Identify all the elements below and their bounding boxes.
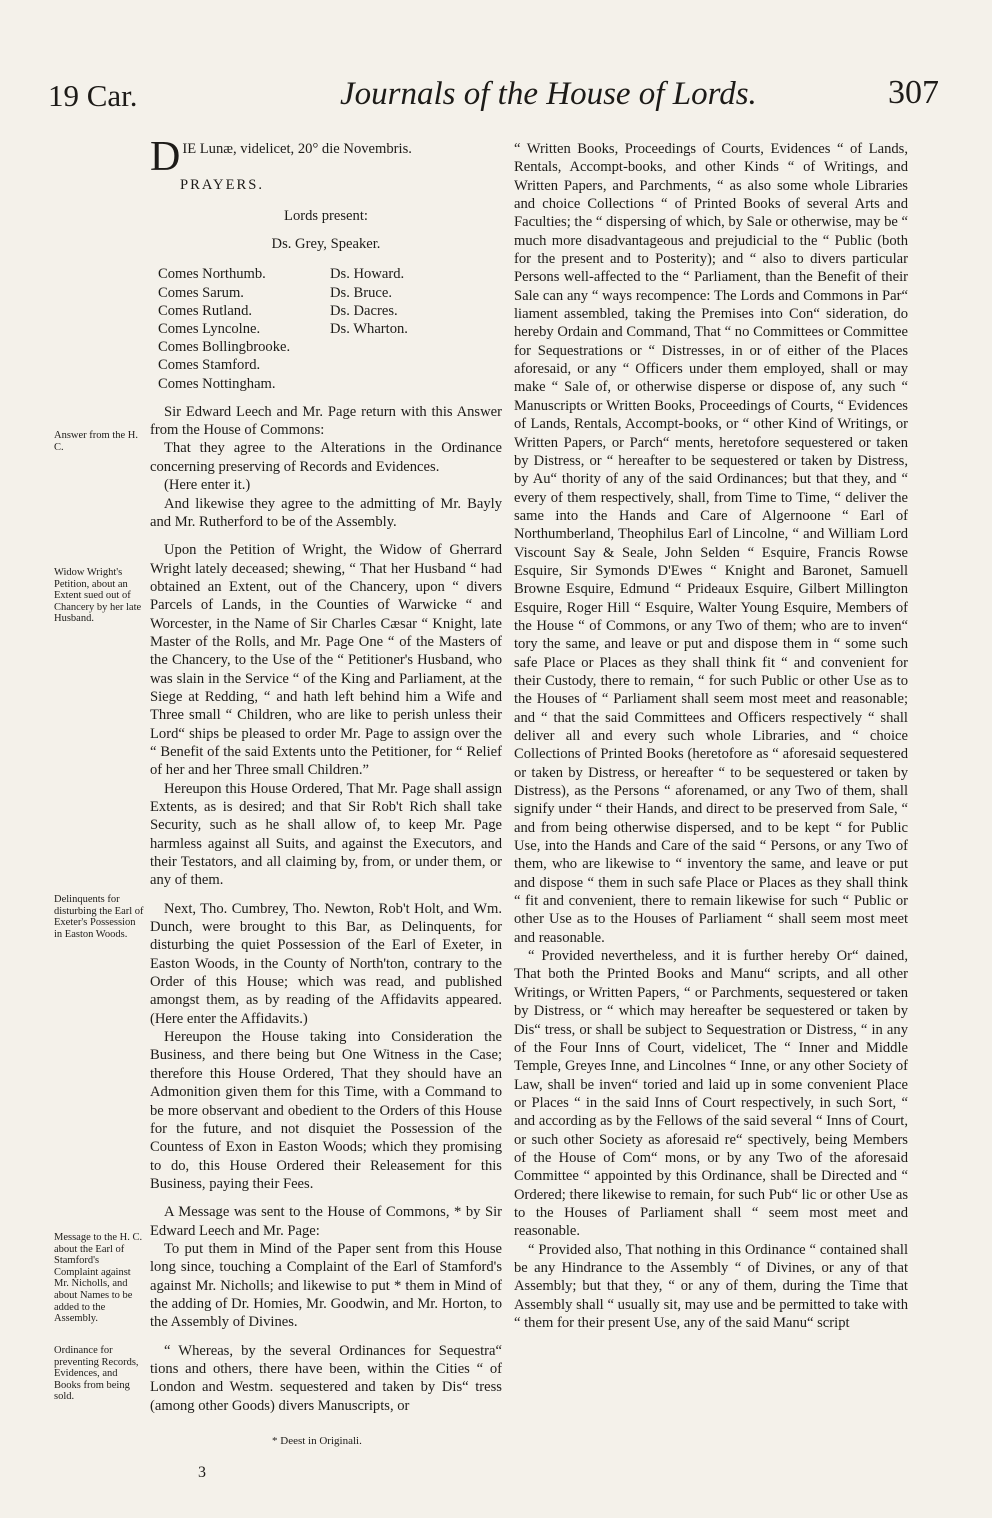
paragraph: Sir Edward Leech and Mr. Page return with this Answer from the House of Commons: (150, 403, 502, 439)
lords-list-barons (330, 265, 490, 392)
paragraph: “ Provided nevertheless, and it is further hereby Or“ dained, That both the Printed Books and Manu“ scripts, and all other Writings, or Written Papers, “ or Parchments, sequestered or taken by Distress, or “ which may hereafter be sequestered or taken by Dis“ tress, or shall be subject to Sequestration or Distress, “ in any of the Four Inns of Court, videlicet, The “ Inner and Middle Temple, Greyes Inne, and Lincolnes “ Inne, or any other Society of Law, shall be inven“ toried and laid up in some convenient Place or Places “ in the said Inns of Court respectively, in such Sort, “ and according as by the Fellows of the said several “ Inns of Court, or such other Society as aforesaid re“ spectively, being Members of the House of Com“ mons, or by any Two of the aforesaid Committee “ appointed by this Ordinance, shall be Directed and “ Ordered; there likewise to remain, for such Pub“ lic or other Use as to the Houses of Parliament shall “ seem most meet and reasonable. (514, 948, 908, 1240)
drop-cap: D (150, 134, 181, 180)
list-item: Comes Nottingham. (158, 375, 276, 392)
paragraph: (Here enter it.) (164, 477, 251, 494)
paragraph: Next, Tho. Cumbrey, Tho. Newton, Rob't Holt, and Wm. Dunch, were brought to this Bar, as Delinquents, for disturbing the quiet Possession of the Earl of Exeter, in Easton Woods, in the County of North'ton, contrary to the Order of this House; which was read, and published amongst them, as by reading of the Affidavits appeared. (Here enter the Affidavits.) (150, 900, 502, 1027)
page-header (0, 70, 992, 130)
paragraph: A Message was sent to the House of Commons, * by Sir Edward Leech and Mr. Page: (150, 1204, 502, 1239)
paragraph: And likewise they agree to the admitting of Mr. Bayly and Mr. Rutherford to be of the Assembly. (150, 495, 502, 530)
prayers-heading: PRAYERS. (180, 177, 265, 194)
paragraph: Hereupon this House Ordered, That Mr. Page shall assign Extents, as is desired; and that Sir Rob't Rich shall take Security, such as he shall allow of, to keep Mr. Page harmless against all Suits, and against the Executors, and their Testators, and all claiming by, from, or under them, or any of them. (150, 780, 502, 889)
paragraph: Upon the Petition of Wright, the Widow of Gherrard Wright lately deceased; shewing, “ That her Husband “ had obtained an Extent, out of the Chancery, upon “ divers Parcels of Lands, in the Counties of Warwicke “ and Worcester, in the Name of Sir Charles Cæsar “ Knight, late Master of the Rolls, and Mr. Page One “ of the Masters of the Chancery, to the Use of the “ Petitioner's Husband, who was slain in the Service “ of the King and Parliament, at the Siege at Redding, “ and hath left behind him a Wife and Three small “ Children, who are like to perish unless their Lord“ ships be pleased to order Mr. Page to assign over the “ Benefit of the said Extents unto the Petitioner, for “ Relief of her and her Three small Children.” (150, 542, 502, 779)
list-item: Comes Northumb. (158, 266, 266, 283)
date-line (150, 134, 502, 180)
left-column (150, 134, 502, 1415)
lords-list (150, 265, 502, 392)
margin-note-delinquents: Delinquents for disturbing the Earl of Exeter's Possession in Easton Woods. (54, 894, 144, 940)
list-item: Ds. Wharton. (330, 320, 408, 337)
list-item: Comes Lyncolne. (158, 320, 261, 337)
list-item: Comes Stamford. (158, 357, 261, 374)
list-item: Comes Rutland. (158, 302, 253, 319)
paragraph: Hereupon the House taking into Consideration the Business, and there being but One Witness in the Case; therefore this House Ordered, That they should have an Admonition given them for this Time, with a Command to be more observant and obedient to the Orders of this House for the future, and not disquiet the Possession of the Countess of Exon in Easton Woods; which they promising to do, this House Ordered their Releasement for this Business, paying their Fees. (150, 1029, 502, 1192)
margin-note-ordinance: Ordinance for preventing Records, Evidences, and Books from being sold. (54, 1345, 139, 1403)
list-item: Ds. Dacres. (330, 302, 398, 319)
page-number: 307 (888, 74, 939, 111)
speaker-line: Ds. Grey, Speaker. (271, 236, 381, 253)
paragraph: “ Whereas, by the several Ordinances for Sequestra“ tions and others, there have been, within the Cities “ of London and Westm. sequestered and taken by Dis“ tress (among other Goods) divers Manuscripts, or (150, 1342, 502, 1414)
signature-mark: 3 (198, 1464, 206, 1481)
paragraph: To put them in Mind of the Paper sent from this House long since, touching a Complaint of the Earl of Stamford's against Mr. Nicholls; and likewise to put * them in Mind of the adding of Dr. Homies, Mr. Goodwin, and Mr. Horton, to the Assembly of Divines. (150, 1240, 502, 1331)
lords-list-earls (158, 265, 330, 392)
list-item: Ds. Bruce. (330, 284, 393, 301)
paragraph: That they agree to the Alterations in the Ordinance concerning preserving of Records and Evidences. (150, 440, 502, 475)
footnote: * Deest in Originali. (272, 1435, 362, 1447)
header-regnal-year: 19 Car. (48, 78, 138, 113)
margin-note-message: Message to the H. C. about the Earl of Stamford's Complaint against Mr. Nicholls, and about Names to be added to the Assembly. (54, 1232, 143, 1325)
paragraph: “ Written Books, Proceedings of Courts, Evidences “ of Lands, Rentals, Accompt-books, and other Kinds “ of Writings, and Written Papers, and Parchments, “ as also some whole Libraries and choice Collections “ of Printed Books of several Arts and Faculties; the “ dispersing of which, by Sale or otherwise, may be “ much more disadvantageous and prejudicial to the “ Public (both for the present and to Posterity); and “ also to divers particular Persons well-affected to the “ Parliament, than the Benefit of their Sale can any “ ways recompence: The Lords and Commons in Par“ liament assembled, taking the Premises into Con“ sideration, do hereby Ordain and Command, That “ no Committees or Committee for Sequestrations or “ Distresses, in or of either of the Places aforesaid, or any “ Officers under them employed, shall or may make “ Sale of, or otherwise disperse or dispose of, any such “ Manuscripts or Written Books, Proceedings of Courts, “ Evidences of Lands, Rentals, Accompt-books, or “ other Kind of Writings, or Written Papers, or Parch“ ments, heretofore sequestered or taken by Distress, or “ hereafter to be sequestered or taken by Distress, by Au“ thority of any of the said Ordinances; but that they, and “ every of them respectively, shall, from Time to Time, “ deliver the same into the Hands and Care of Algernoone “ Earl of Northumberland, Theophilus Earl of Lincolne, “ and William Lord Viscount Say & Seale, John Selden “ Esquire, Francis Rowse Esquire, Sir Symonds D'Ewes “ Knight and Baronet, Samuell Browne Esquire, Edmund “ Prideaux Esquire, Gilbert Millington Esquire, Roger Hill “ Esquire, Walter Young Esquire, Members of the House “ of Commons, or any Two of them; who are to inven“ tory the same, and leave or put and dispose them in “ some such safe Place or Places as they shall think fit “ and convenient for their Custody, there to remain, “ for such Public or other Use as to the Houses of “ Parliament shall seem most meet and reasonable; and “ that the said Committees and Officers respectively “ shall deliver all and every such whole Libraries, and “ choice Collections of Printed Books (heretofore as “ aforesaid sequestered or taken by Distress, or hereafter “ to be sequestered or taken by Distress), as the Persons “ aforenamed, or any Two of them, shall signify under “ their Hands, and direct to be preserved from Sale, “ and from being otherwise dispersed, and to be kept “ for Public Use, into the Hands and Care of the said “ Persons, or any Two of them, who are likewise to “ inventory the same, and leave or put and dispose “ them in such safe Place or Places as they shall think “ fit and convenient, there to remain likewise for such “ Public or other Use as to the Houses of Parliament “ shall seem most meet and reasonable. (514, 141, 908, 946)
list-item: Comes Bollingbrooke. (158, 339, 291, 356)
margin-note-answer: Answer from the H. C. (54, 430, 138, 453)
list-item: Ds. Howard. (330, 266, 405, 283)
right-column (514, 140, 908, 1332)
paragraph: “ Provided also, That nothing in this Ordinance “ contained shall be any Hindrance to the Assembly “ of Divines, or any of that Assembly; but that they, “ or any of them, during the Time that Assembly shall “ usually sit, may use and be permitted to take with “ them for their present Use, any of the said Manu“ script (514, 1241, 908, 1331)
lords-present-heading: Lords present: (284, 207, 368, 224)
date-text: IE Lunæ, videlicet, 20° die Novembris. (182, 141, 412, 157)
margin-note-widow-petition: Widow Wright's Petition, about an Extent sued out of Chancery by her late Husband. (54, 567, 142, 625)
list-item: Comes Sarum. (158, 284, 244, 301)
header-title: Journals of the House of Lords. (340, 76, 757, 112)
